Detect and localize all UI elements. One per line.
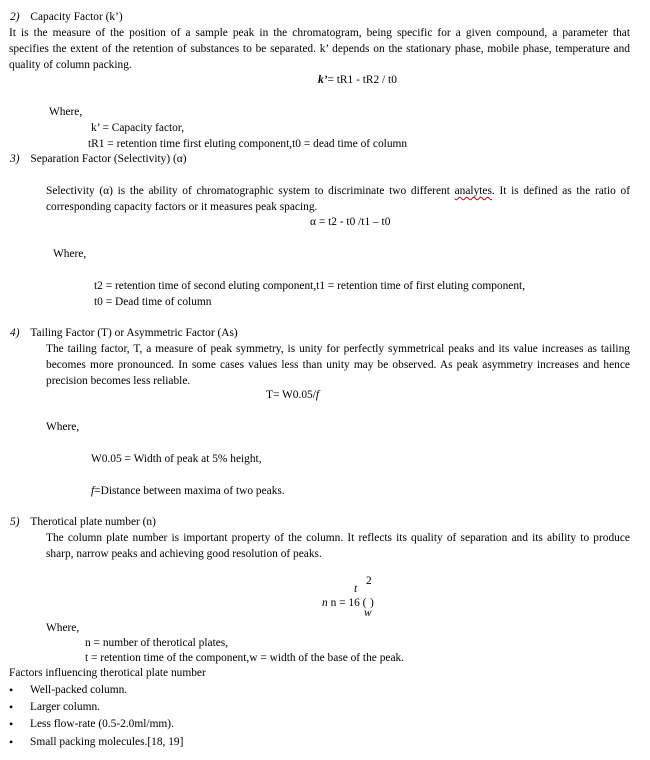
formula-lhs: n n = 16 ( (322, 597, 367, 609)
section-5-para-line-1: The column plate number is important property of the column. It reflects its quality of separation and its ability to produce (46, 532, 630, 544)
section-3-where-line-2: t0 = Dead time of column (94, 296, 212, 308)
formula-exponent: 2 (366, 575, 372, 587)
section-2-para-line-3: quality of column packing. (9, 59, 132, 71)
bullet-icon: • (9, 683, 14, 697)
formula-w: w (364, 607, 372, 619)
section-3-title: Separation Factor (Selectivity) (α) (30, 153, 187, 165)
section-5-heading (10, 514, 156, 530)
section-5-para-line-2: sharp, narrow peaks and achieving good resolution of peaks. (46, 548, 322, 560)
section-2-where: Where, (49, 106, 83, 118)
section-2-para-line-1: It is the measure of the position of a sample peak in the chromatogram, being specific for a given compound, a parameter that (9, 27, 630, 39)
section-3-heading (10, 151, 187, 167)
section-4-where-line-1: W0.05 = Width of peak at 5% height, (91, 453, 262, 465)
section-2-number: 2) (10, 11, 20, 23)
section-3-para-line-1: Selectivity (α) is the ability of chromatographic system to discriminate two different analytes. It is defined as the ratio of (46, 185, 630, 197)
section-5-where-line-1: n = number of therotical plates, (85, 637, 229, 649)
section-4-heading (10, 325, 238, 341)
bullet-icon: • (9, 735, 14, 749)
section-4-where-line-2: f=Distance between maxima of two peaks. (91, 485, 285, 497)
section-4-para-line-3: precision becomes less reliable. (46, 375, 191, 387)
formula-rhs: ) (370, 597, 374, 609)
selectivity-formula: α = t2 - t0 /t1 – t0 (310, 216, 391, 228)
bullet-icon: • (9, 717, 14, 731)
section-4-number: 4) (10, 327, 20, 339)
section-3-number: 3) (10, 153, 20, 165)
factors-heading: Factors influencing therotical plate number (9, 667, 206, 679)
spellcheck-word: analytes (454, 185, 492, 197)
section-5-title: Therotical plate number (n) (30, 516, 156, 528)
section-5-where: Where, (46, 622, 80, 634)
document-page: 2) Capacity Factor (k’) It is the measure of the position of a sample peak in the chromatogram, being specific for a given compound, a parameter that specifies the extent of the retention of substances to be separated. k’ depends on the stationary phase, mobile phase, temperature and quality of column packing. k’= tR1 - tR2 / t0 Where, k’ = Capacity factor, tR1 = retention time first eluting component,t0 = dead time of column 3) Separation Factor (Selectivity) (α) Selectivity (α) is the ability of chromatographic system to discriminate two different analytes. It is defined as the ratio of corresponding capacity factors or it measures peak spacing. α = t2 - t0 /t1 – t0 Where, t2 = retention time of second eluting component,t1 = retention time of first eluting component, t0 = Dead time of column 4) Tailing Factor (T) or Asymmetric Factor (As) The tailing factor, T, a measure of peak symmetry, is unity for perfectly symmetrical peaks and its value increases as tailing becomes more pronounced. In some cases values less than unity may be observed. As peak asymmetry increases and hence precision becomes less reliable. T= W0.05/f Where, W0.05 = Width of peak at 5% height, f=Distance between maxima of two peaks. 5) Therotical plate number (n) The column plate number is important property of the column. It reflects its quality of separation and its ability to produce sharp, narrow peaks and achieving good resolution of peaks. t 2 n n = 16 ( ) w Where, n = number of therotical plates, t = retention time of the component,w = width of the base of the peak. Factors influencing therotical plate number • Well-packed column. • Larger column. • Less flow-rate (0.5-2.0ml/mm). • Small packing molecules.[18, 19] (9, 11, 630, 749)
section-5-number: 5) (10, 516, 20, 528)
section-5-where-line-2: t = retention time of the component,w = width of the base of the peak. (85, 652, 405, 664)
section-4-title: Tailing Factor (T) or Asymmetric Factor (As) (30, 327, 238, 339)
section-3-where: Where, (53, 248, 87, 260)
tailing-factor-formula: T= W0.05/f (266, 389, 320, 401)
section-3-para-line-2: corresponding capacity factors or it measures peak spacing. (46, 201, 318, 213)
section-2-heading (10, 9, 123, 25)
section-3-where-line-1: t2 = retention time of second eluting component,t1 = retention time of first eluting component, (94, 280, 526, 292)
section-2-where-line-2: tR1 = retention time first eluting component,t0 = dead time of column (88, 138, 408, 150)
section-2-para-line-2: specifies the extent of the retention of substances to be separated. k’ depends on the stationary phase, mobile phase, temperature and (9, 43, 630, 55)
formula-k-rest: = tR1 - tR2 / t0 (327, 74, 397, 86)
bullet-icon: • (9, 700, 14, 714)
section-2-title: Capacity Factor (k’) (30, 11, 123, 23)
formula-k-symbol: k’ (318, 74, 328, 86)
section-2-where-line-1: k’ = Capacity factor, (91, 122, 185, 134)
section-4-para-line-1: The tailing factor, T, a measure of peak symmetry, is unity for perfectly symmetrical peaks and its value increases as tailing (46, 343, 630, 355)
section-4-para-line-2: becomes more pronounced. In some cases values less than unity may be observed. As peak asymmetry increases and hence (46, 359, 630, 371)
capacity-factor-formula (318, 72, 397, 88)
formula-t: t (354, 583, 358, 595)
section-4-where: Where, (46, 421, 80, 433)
